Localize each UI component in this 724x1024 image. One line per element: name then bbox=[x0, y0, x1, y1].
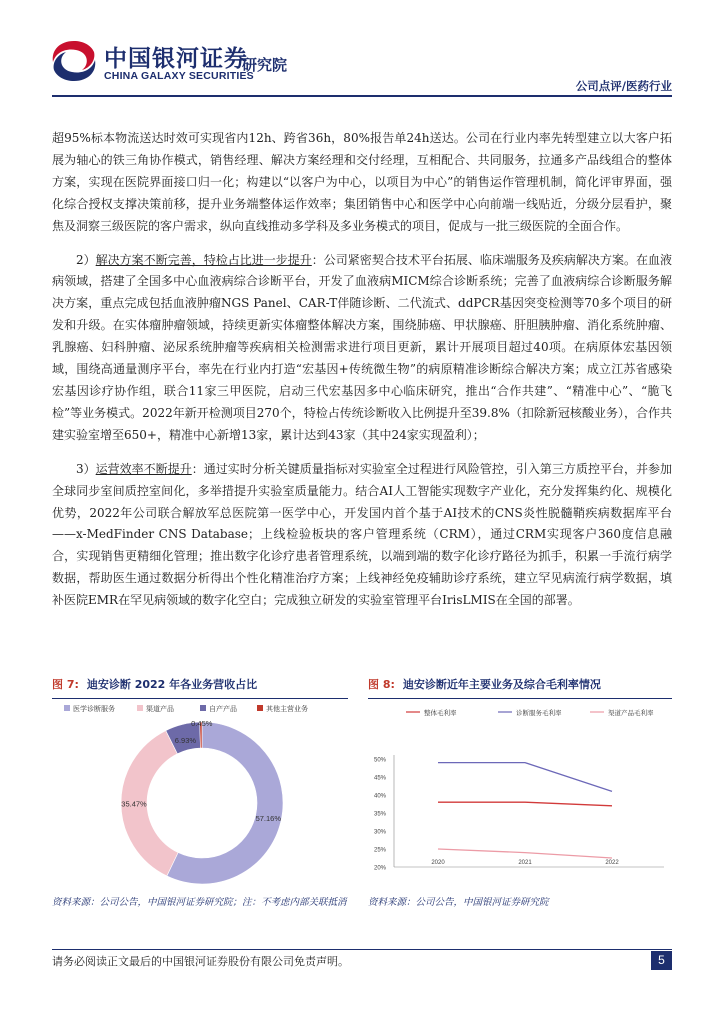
figure-8-line-chart bbox=[368, 700, 672, 886]
pie-legend-swatch bbox=[137, 705, 143, 711]
figure-8-source: 资料来源：公司公告，中国银河证券研究院 bbox=[368, 897, 549, 908]
pie-data-label: 35.47% bbox=[121, 799, 147, 809]
logo-english-name: CHINA GALAXY SECURITIES bbox=[104, 70, 254, 82]
paragraph-1: 超95%标本物流送达时效可实现省内12h、跨省36h，80%报告单24h送达。公司在行业内率先转型建立以大客户拓展为轴心的铁三角协作模式，销售经理、解决方案经理和交付经理，互相配合、共同服务，拉通多产品线组合的整体方案，实现在医院界面接口归一化；构建以“以客户为中心，以项目为中心”的销售运作管理机制，简化评审界面，强化综合授权支撑决策前移，提升业务端整体运作效率；集团销售中心和医学中心向前端一线贴近，分级分层看护，聚焦及洞察三级医院的客户需求，纵向直线推动多学科及多业务模式的项目，促成与一批三级医院的全面合作。 bbox=[52, 131, 672, 233]
pie-legend-label: 自产产品 bbox=[209, 706, 237, 713]
pie-data-label: 0.45% bbox=[191, 719, 213, 729]
page-header bbox=[0, 0, 724, 100]
paragraph-3-heading: 运营效率不断提升 bbox=[95, 461, 192, 476]
institute-label: 研究院 bbox=[242, 56, 288, 74]
figure-7-title: 图 7: 迪安诊断 2022 年各业务营收占比 bbox=[52, 676, 348, 699]
y-tick-label: 40% bbox=[373, 793, 386, 800]
pie-legend-swatch bbox=[200, 705, 206, 711]
y-tick-label: 20% bbox=[373, 865, 386, 872]
paragraph-2-lead: 2） bbox=[76, 252, 96, 267]
pie-legend-label: 医学诊断服务 bbox=[73, 706, 115, 713]
pie-legend-label: 其他主营业务 bbox=[266, 706, 308, 713]
report-body bbox=[52, 128, 672, 612]
footer-disclaimer: 请务必阅读正文最后的中国银河证券股份有限公司免责声明。 bbox=[52, 955, 349, 968]
series-line bbox=[438, 849, 612, 858]
y-tick-label: 30% bbox=[373, 829, 386, 836]
paragraph-2-heading: 解决方案不断完善，特检占比进一步提升 bbox=[95, 252, 312, 267]
line-legend-label: 渠道产品毛利率 bbox=[608, 710, 654, 717]
paragraph-2 bbox=[52, 250, 672, 447]
y-tick-label: 35% bbox=[373, 811, 386, 818]
x-tick-label: 2021 bbox=[518, 860, 532, 866]
paragraph-3 bbox=[52, 459, 672, 612]
page-number: 5 bbox=[651, 951, 672, 970]
header-divider bbox=[52, 95, 672, 97]
series-line bbox=[438, 802, 612, 806]
figure-7-source: 资料来源：公司公告，中国银河证券研究院；注：不考虑内部关联抵消 bbox=[52, 897, 347, 908]
y-tick-label: 25% bbox=[373, 847, 386, 854]
pie-legend-swatch bbox=[257, 705, 263, 711]
series-line bbox=[438, 763, 612, 792]
pie-legend-label: 渠道产品 bbox=[146, 706, 174, 713]
figure-7-donut-chart bbox=[52, 700, 352, 886]
line-legend-label: 诊断服务毛利率 bbox=[516, 710, 562, 717]
report-category: 公司点评/医药行业 bbox=[575, 79, 672, 93]
figure-8-title: 图 8: 迪安诊断近年主要业务及综合毛利率情况 bbox=[368, 676, 672, 699]
pie-data-label: 6.93% bbox=[174, 736, 197, 746]
paragraph-3-lead: 3） bbox=[76, 461, 96, 476]
logo-chinese-name: 中国银河证券 bbox=[104, 46, 248, 72]
y-tick-label: 45% bbox=[373, 775, 386, 782]
pie-legend-swatch bbox=[64, 705, 70, 711]
x-tick-label: 2020 bbox=[431, 860, 445, 866]
y-tick-label: 50% bbox=[373, 757, 386, 764]
paragraph-2-body: ：公司紧密契合技术平台拓展、临床端服务及疾病解决方案。在血液病领域，搭建了全国多中心血液病综合诊断平台，开发了血液病MICM综合诊断系统；完善了血液病综合诊断服务解决方案，重点完成包括血液肿瘤NGS Panel、CAR-T伴随诊断、二代流式、ddPCR基因突变检测等70多个项目的研发和升级。在实体瘤肿瘤领域，持续更新实体瘤整体解决方案，围绕肺癌、甲状腺癌、肝胆胰肿瘤、消化系统肿瘤、乳腺癌、妇科肿瘤、泌尿系统肿瘤等疾病相关检测需求进行项目更新，累计开展项目超过40项。在病原体宏基因领域，围绕高通量测序平台，率先在行业内打造“宏基因+传统微生物”的病原精准诊断综合解决方案；成立江苏省感染宏基因诊疗协作组，联合11家三甲医院，启动三代宏基因多中心临床研究，推出“合作共建”、“精准中心”、“脆飞检”等业务模式。2022年新开检测项目270个，特检占传统诊断收入比例提升至39.8%（扣除新冠核酸业务），合作共建实验室增至650+，精准中心新增13家，累计达到43家（其中24家实现盈利）； bbox=[52, 252, 672, 442]
footer-divider bbox=[52, 949, 672, 950]
x-tick-label: 2022 bbox=[605, 860, 619, 866]
pie-data-label: 57.16% bbox=[255, 814, 282, 824]
paragraph-3-body: ：通过实时分析关键质量指标对实验室全过程进行风险管控，引入第三方质控平台，并参加全球同步室间质控室间化，多举措提升实验室质量能力。结合AI人工智能实现数字产业化，充分发挥集约化、规模化优势，2022年公司联合解放军总医院第一医学中心，开发国内首个基于AI技术的CNS炎性脱髓鞘疾病数据库平台——x-MedFinder CNS Database；上线检验板块的客户管理系统（CRM），通过CRM实现客户360度信息融合，实现销售更精细化管理；推出数字化诊疗患者管理系统，以端到端的数字化诊疗路径为抓手，积累一手流行病学数据，帮助医生通过数据分析得出个性化精准治疗方案；上线神经免疫辅助诊疗系统，建立罕见病流行病学数据，填补医院EMR在罕见病领域的数字化空白；完成独立研发的实验室管理平台IrisLMIS在全国的部署。 bbox=[52, 461, 672, 608]
line-legend-label: 整体毛利率 bbox=[424, 710, 457, 717]
galaxy-logo-icon bbox=[48, 38, 100, 84]
